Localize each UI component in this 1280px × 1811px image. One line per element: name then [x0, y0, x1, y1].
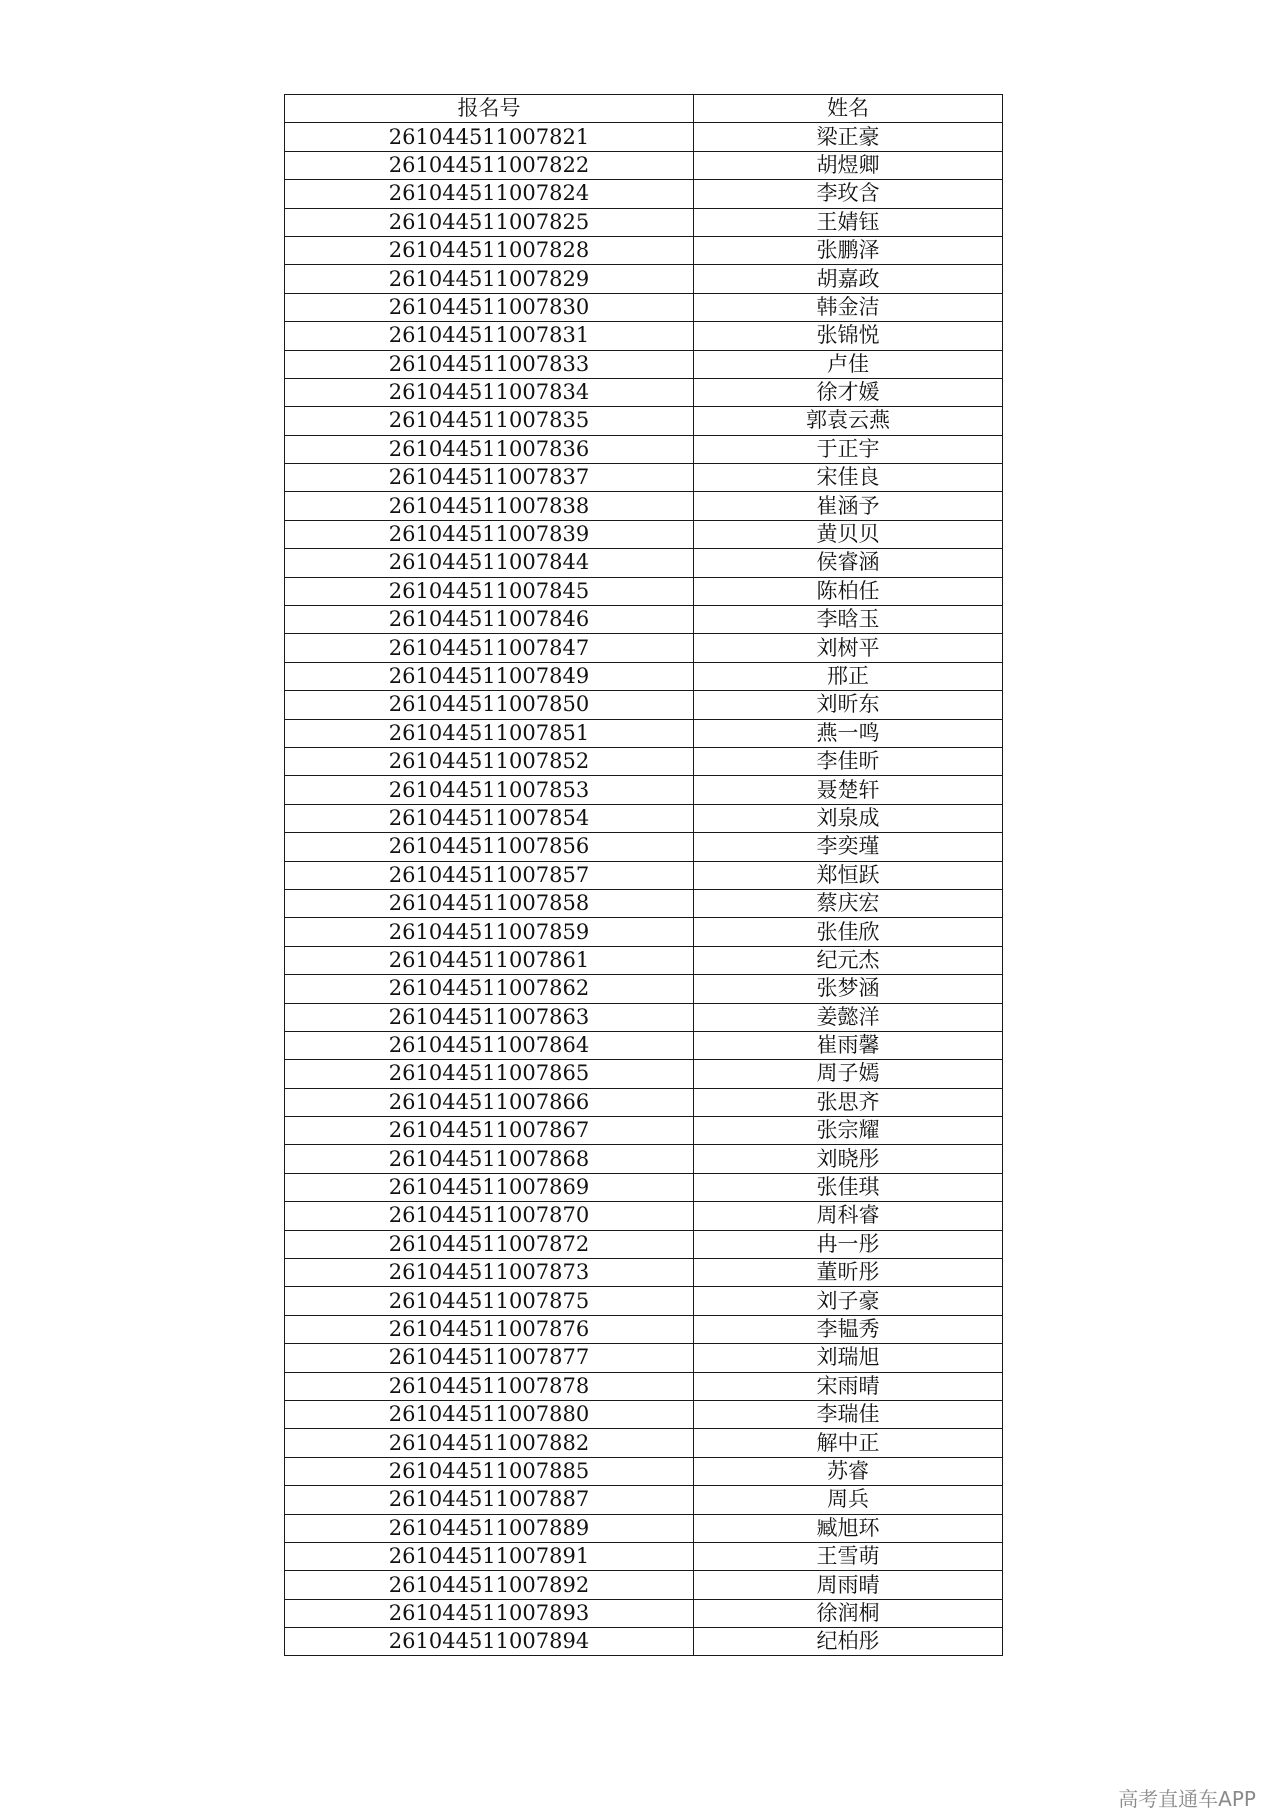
table-row — [285, 918, 1003, 946]
registration-number-cell: 261044511007835 — [285, 407, 694, 435]
registration-number-cell: 261044511007894 — [285, 1628, 694, 1656]
student-name-cell: 梁正豪 — [694, 123, 1003, 151]
watermark-text: 高考直通车APP — [1118, 1787, 1256, 1811]
registration-number-cell: 261044511007833 — [285, 350, 694, 378]
registration-number-cell: 261044511007859 — [285, 918, 694, 946]
table-row — [285, 236, 1003, 264]
table-row — [285, 549, 1003, 577]
registration-number-cell: 261044511007868 — [285, 1145, 694, 1173]
table-row — [285, 1202, 1003, 1230]
table-row — [285, 520, 1003, 548]
registration-number-cell: 261044511007865 — [285, 1060, 694, 1088]
table-row — [285, 946, 1003, 974]
student-name-cell: 刘泉成 — [694, 804, 1003, 832]
student-name-cell: 张佳琪 — [694, 1173, 1003, 1201]
registration-number-cell: 261044511007821 — [285, 123, 694, 151]
student-name-cell: 李奕瑾 — [694, 833, 1003, 861]
roster-table — [284, 94, 1003, 1656]
table-row — [285, 804, 1003, 832]
table-row — [285, 208, 1003, 236]
registration-number-cell: 261044511007862 — [285, 975, 694, 1003]
student-name-cell: 于正宇 — [694, 435, 1003, 463]
table-row — [285, 1542, 1003, 1570]
student-name-cell: 李瑞佳 — [694, 1400, 1003, 1428]
table-row — [285, 407, 1003, 435]
table-row — [285, 1003, 1003, 1031]
table-row — [285, 151, 1003, 179]
registration-number-cell: 261044511007887 — [285, 1486, 694, 1514]
table-row — [285, 1400, 1003, 1428]
student-name-cell: 刘瑞旭 — [694, 1344, 1003, 1372]
student-name-cell: 纪柏彤 — [694, 1628, 1003, 1656]
registration-number-cell: 261044511007878 — [285, 1372, 694, 1400]
table-row — [285, 180, 1003, 208]
student-name-cell: 燕一鸣 — [694, 719, 1003, 747]
student-name-cell: 卢佳 — [694, 350, 1003, 378]
student-name-cell: 周子嫣 — [694, 1060, 1003, 1088]
student-name-cell: 周科睿 — [694, 1202, 1003, 1230]
student-name-cell: 胡嘉政 — [694, 265, 1003, 293]
table-row — [285, 1514, 1003, 1542]
registration-number-cell: 261044511007866 — [285, 1088, 694, 1116]
table-row — [285, 1031, 1003, 1059]
student-name-cell: 宋佳良 — [694, 464, 1003, 492]
student-name-cell: 刘昕东 — [694, 691, 1003, 719]
table-row — [285, 1486, 1003, 1514]
registration-number-cell: 261044511007824 — [285, 180, 694, 208]
header-row — [285, 95, 1003, 123]
student-name-cell: 崔涵予 — [694, 492, 1003, 520]
student-name-cell: 邢正 — [694, 662, 1003, 690]
registration-number-cell: 261044511007851 — [285, 719, 694, 747]
registration-number-cell: 261044511007864 — [285, 1031, 694, 1059]
registration-number-cell: 261044511007849 — [285, 662, 694, 690]
table-row — [285, 1060, 1003, 1088]
table-row — [285, 1372, 1003, 1400]
registration-number-cell: 261044511007877 — [285, 1344, 694, 1372]
student-name-cell: 刘晓彤 — [694, 1145, 1003, 1173]
student-name-cell: 张宗耀 — [694, 1117, 1003, 1145]
table-row — [285, 833, 1003, 861]
registration-number-cell: 261044511007844 — [285, 549, 694, 577]
student-name-cell: 蔡庆宏 — [694, 889, 1003, 917]
table-row — [285, 1088, 1003, 1116]
registration-number-cell: 261044511007867 — [285, 1117, 694, 1145]
table-row — [285, 634, 1003, 662]
student-name-cell: 郑恒跃 — [694, 861, 1003, 889]
table-row — [285, 662, 1003, 690]
table-row — [285, 1230, 1003, 1258]
registration-number-cell: 261044511007847 — [285, 634, 694, 662]
roster-body — [285, 123, 1003, 1656]
registration-number-cell: 261044511007872 — [285, 1230, 694, 1258]
registration-number-cell: 261044511007861 — [285, 946, 694, 974]
student-name-cell: 纪元杰 — [694, 946, 1003, 974]
registration-number-cell: 261044511007854 — [285, 804, 694, 832]
registration-number-cell: 261044511007822 — [285, 151, 694, 179]
table-row — [285, 265, 1003, 293]
registration-number-cell: 261044511007875 — [285, 1287, 694, 1315]
student-name-cell: 聂楚轩 — [694, 776, 1003, 804]
student-name-cell: 张鹏泽 — [694, 236, 1003, 264]
registration-number-cell: 261044511007839 — [285, 520, 694, 548]
table-row — [285, 350, 1003, 378]
registration-number-cell: 261044511007857 — [285, 861, 694, 889]
registration-number-cell: 261044511007856 — [285, 833, 694, 861]
student-name-cell: 侯睿涵 — [694, 549, 1003, 577]
student-name-cell: 郭袁云燕 — [694, 407, 1003, 435]
table-row — [285, 747, 1003, 775]
registration-number-cell: 261044511007882 — [285, 1429, 694, 1457]
table-row — [285, 861, 1003, 889]
student-name-cell: 陈柏任 — [694, 577, 1003, 605]
student-name-cell: 李佳昕 — [694, 747, 1003, 775]
registration-number-cell: 261044511007834 — [285, 378, 694, 406]
student-name-cell: 王婧钰 — [694, 208, 1003, 236]
registration-number-header: 报名号 — [285, 95, 694, 123]
registration-number-cell: 261044511007836 — [285, 435, 694, 463]
table-row — [285, 1429, 1003, 1457]
student-name-cell: 刘子豪 — [694, 1287, 1003, 1315]
table-row — [285, 1117, 1003, 1145]
table-row — [285, 435, 1003, 463]
registration-number-cell: 261044511007845 — [285, 577, 694, 605]
student-name-cell: 李韫秀 — [694, 1315, 1003, 1343]
registration-number-cell: 261044511007892 — [285, 1571, 694, 1599]
student-name-cell: 韩金洁 — [694, 293, 1003, 321]
student-name-cell: 臧旭环 — [694, 1514, 1003, 1542]
table-row — [285, 1571, 1003, 1599]
student-name-cell: 宋雨晴 — [694, 1372, 1003, 1400]
student-name-cell: 胡煜卿 — [694, 151, 1003, 179]
registration-number-cell: 261044511007846 — [285, 606, 694, 634]
student-name-cell: 董昕彤 — [694, 1259, 1003, 1287]
registration-number-cell: 261044511007837 — [285, 464, 694, 492]
student-name-cell: 王雪萌 — [694, 1542, 1003, 1570]
table-row — [285, 492, 1003, 520]
registration-number-cell: 261044511007829 — [285, 265, 694, 293]
student-name-cell: 李玫含 — [694, 180, 1003, 208]
student-name-cell: 解中正 — [694, 1429, 1003, 1457]
registration-number-cell: 261044511007825 — [285, 208, 694, 236]
registration-number-cell: 261044511007838 — [285, 492, 694, 520]
registration-number-cell: 261044511007885 — [285, 1457, 694, 1485]
student-name-cell: 张佳欣 — [694, 918, 1003, 946]
table-row — [285, 691, 1003, 719]
registration-number-cell: 261044511007891 — [285, 1542, 694, 1570]
table-row — [285, 1599, 1003, 1627]
registration-number-cell: 261044511007828 — [285, 236, 694, 264]
table-row — [285, 1287, 1003, 1315]
registration-number-cell: 261044511007876 — [285, 1315, 694, 1343]
table-row — [285, 975, 1003, 1003]
table-row — [285, 1173, 1003, 1201]
registration-number-cell: 261044511007870 — [285, 1202, 694, 1230]
student-name-cell: 崔雨馨 — [694, 1031, 1003, 1059]
student-name-cell: 李晗玉 — [694, 606, 1003, 634]
student-name-cell: 张思齐 — [694, 1088, 1003, 1116]
table-row — [285, 1145, 1003, 1173]
table-row — [285, 1457, 1003, 1485]
table-row — [285, 1344, 1003, 1372]
student-name-cell: 周兵 — [694, 1486, 1003, 1514]
registration-number-cell: 261044511007852 — [285, 747, 694, 775]
student-name-cell: 刘树平 — [694, 634, 1003, 662]
student-name-cell: 苏睿 — [694, 1457, 1003, 1485]
student-name-cell: 黄贝贝 — [694, 520, 1003, 548]
table-row — [285, 123, 1003, 151]
name-header: 姓名 — [694, 95, 1003, 123]
table-row — [285, 1259, 1003, 1287]
registration-number-cell: 261044511007853 — [285, 776, 694, 804]
table-row — [285, 293, 1003, 321]
table-row — [285, 776, 1003, 804]
student-name-cell: 周雨晴 — [694, 1571, 1003, 1599]
registration-number-cell: 261044511007850 — [285, 691, 694, 719]
table-row — [285, 1628, 1003, 1656]
registration-number-cell: 261044511007858 — [285, 889, 694, 917]
registration-number-cell: 261044511007830 — [285, 293, 694, 321]
table-row — [285, 577, 1003, 605]
student-name-cell: 姜懿洋 — [694, 1003, 1003, 1031]
table-row — [285, 719, 1003, 747]
table-row — [285, 606, 1003, 634]
table-row — [285, 889, 1003, 917]
registration-number-cell: 261044511007880 — [285, 1400, 694, 1428]
registration-number-cell: 261044511007869 — [285, 1173, 694, 1201]
student-name-cell: 徐润桐 — [694, 1599, 1003, 1627]
table-row — [285, 1315, 1003, 1343]
registration-number-cell: 261044511007863 — [285, 1003, 694, 1031]
registration-number-cell: 261044511007831 — [285, 322, 694, 350]
table-row — [285, 464, 1003, 492]
registration-number-cell: 261044511007893 — [285, 1599, 694, 1627]
student-name-cell: 徐才媛 — [694, 378, 1003, 406]
table-row — [285, 378, 1003, 406]
registration-number-cell: 261044511007873 — [285, 1259, 694, 1287]
student-name-cell: 冉一彤 — [694, 1230, 1003, 1258]
student-name-cell: 张梦涵 — [694, 975, 1003, 1003]
registration-number-cell: 261044511007889 — [285, 1514, 694, 1542]
student-name-cell: 张锦悦 — [694, 322, 1003, 350]
table-row — [285, 322, 1003, 350]
